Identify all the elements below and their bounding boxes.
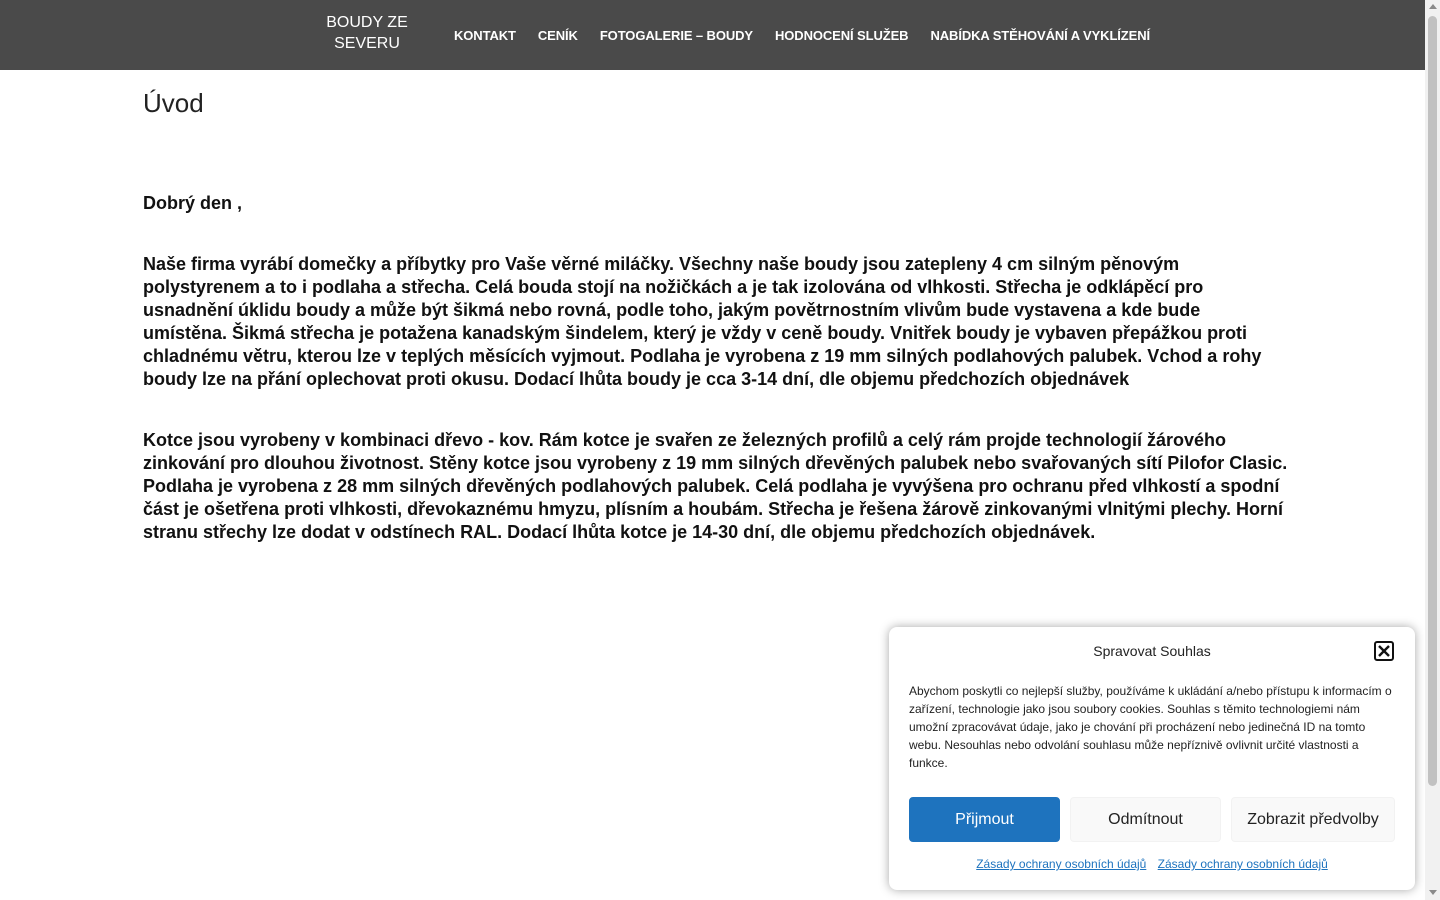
greeting-text: Dobrý den ,: [143, 193, 243, 213]
nav-item-nabidka[interactable]: NABÍDKA STĚHOVÁNÍ A VYKLÍZENÍ: [930, 27, 1151, 43]
close-icon[interactable]: [1374, 641, 1394, 661]
logo-line-1: BOUDY ZE: [326, 14, 408, 31]
scrollbar-thumb[interactable]: [1428, 16, 1437, 786]
site-logo[interactable]: [322, 12, 412, 54]
cookie-title: Spravovat Souhlas: [1093, 643, 1211, 659]
privacy-policy-link-2[interactable]: Zásady ochrany osobních údajů: [1157, 857, 1328, 871]
logo-line-2: SEVERU: [334, 35, 400, 52]
nav-item-fotogalerie[interactable]: FOTOGALERIE – BOUDY: [599, 27, 753, 43]
close-x-glyph: [1377, 644, 1391, 658]
site-header: [0, 0, 1425, 70]
main-content: [143, 70, 1293, 544]
main-nav: [443, 0, 1161, 70]
deny-button[interactable]: Odmítnout: [1070, 797, 1221, 842]
preferences-button[interactable]: Zobrazit předvolby: [1231, 797, 1395, 842]
page-title: Úvod: [143, 88, 204, 118]
nav-item-cenik[interactable]: CENÍK: [537, 27, 578, 43]
vertical-scrollbar[interactable]: [1425, 0, 1440, 900]
nav-item-hodnoceni[interactable]: HODNOCENÍ SLUŽEB: [775, 27, 909, 43]
privacy-policy-link[interactable]: Zásady ochrany osobních údajů: [976, 857, 1147, 871]
nav-item-kontakt[interactable]: KONTAKT: [454, 27, 516, 43]
cookie-consent-dialog: [889, 627, 1415, 890]
paragraph-kotce: Kotce jsou vyrobeny v kombinaci dřevo - kov. Rám kotce je svařen ze železných profilů a celý rám projde technologií žárového zinkování pro dlouhou životnost. Stěny kotce jsou vyrobeny z 19 mm silných dřevěných palubek nebo svařovaných sítí Pilofor Clasic. Podlaha je vyrobena z 28 mm silných dřevěných podlahových palubek. Celá podlaha je vyvýšena pro ochranu před vlhkostí a spodní část je ošetřena proti vlhkosti, dřevokaznému hmyzu, plísním a houbám. Střecha je řešena žárově zinkovanými vlnitými plechy. Horní stranu střechy lze dodat v odstínech RAL. Dodací lhůta kotce je 14-30 dní, dle objemu předchozích objednávek.: [143, 430, 1288, 542]
scroll-up-arrow-icon[interactable]: [1429, 4, 1437, 9]
paragraph-boudy: Naše firma vyrábí domečky a příbytky pro Vaše věrné miláčky. Všechny naše boudy jsou zatepleny 4 cm silným pěnovým polystyrenem a to i podlaha a střecha. Celá bouda stojí na nožičkách a je tak izolována od vlhkosti. Střecha je odklápěcí pro usnadnění úklidu boudy a může být šikmá nebo rovná, podle toho, jakým povětrnostním vlivům bude vystavena a kde bude umístěna. Šikmá střecha je potažena kanadským šindelem, který je vždy v ceně boudy. Vnitřek boudy je vybaven přepážkou proti chladnému větru, kterou lze v teplých měsících vyjmout. Podlaha je vyrobena z 19 mm silných podlahových palubek. Vchod a rohy boudy lze na přání oplechovat proti okusu. Dodací lhůta boudy je cca 3-14 dní, dle objemu předchozích objednávek: [143, 254, 1262, 389]
scroll-down-arrow-icon[interactable]: [1429, 890, 1437, 895]
cookie-description: Abychom poskytli co nejlepší služby, používáme k ukládání a/nebo přístupu k informacím o zařízení, technologie jako jsou soubory cookies. Souhlas s těmito technologiemi nám umožní zpracovávat údaje, jako je chování při procházení nebo jedinečná ID na tomto webu. Nesouhlas nebo odvolání souhlasu může nepříznivě ovlivnit určité vlastnosti a funkce.: [909, 684, 1392, 770]
cookie-links: [889, 857, 1415, 871]
accept-button[interactable]: Přijmout: [909, 797, 1060, 842]
